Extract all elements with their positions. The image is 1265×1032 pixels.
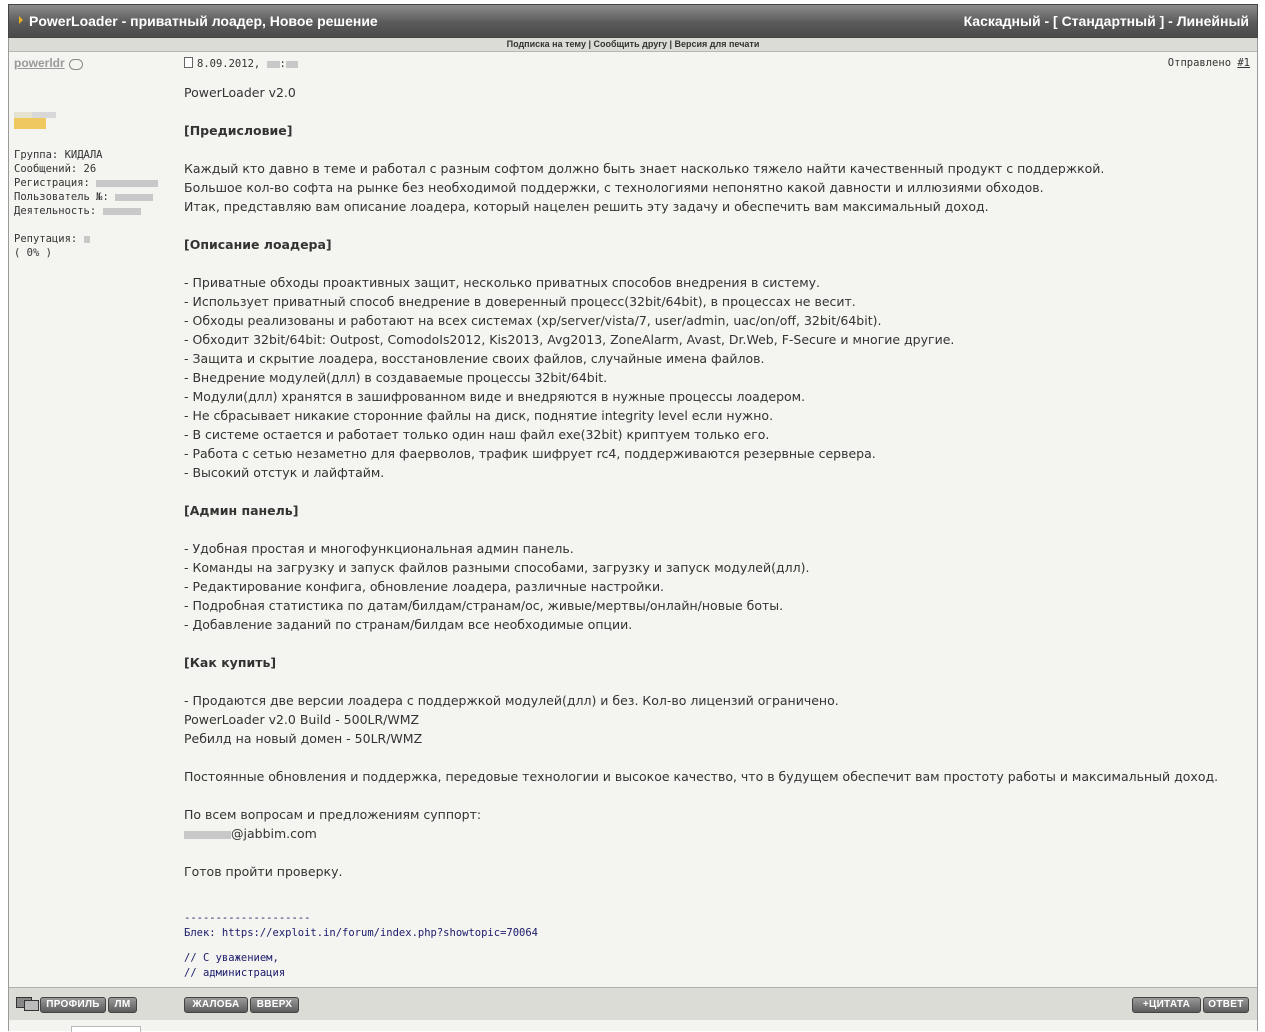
support-contact: [184, 824, 1244, 843]
post-sent: [1168, 57, 1250, 69]
paragraph-gap: [184, 786, 1244, 805]
desc-line: - Использует приватный способ внедрение в доверенный процесс(32bit/64bit), в процессах не весит.: [184, 294, 856, 309]
subscribe-link[interactable]: Подписка на тему: [506, 39, 586, 49]
admin-line: - Удобная простая и многофункциональная админ панель.: [184, 541, 574, 556]
author-registration-label: Регистрация:: [14, 177, 90, 189]
desc-line: - Не сбрасывает никакие сторонние файлы на диск, поднятие integrity level если нужно.: [184, 408, 774, 423]
admin-line: - Команды на загрузку и запуск файлов разными способами, загрузку и запуск модулей(длл).: [184, 560, 810, 575]
outro-line: Постоянные обновления и поддержка, передовые технологии и высокое качество, что в будущем обеспечит вам простоту работы и максимальный доход.: [184, 769, 1219, 784]
check-line: Готов пройти проверку.: [184, 864, 343, 879]
author-group: Группа: КИДАЛА: [14, 149, 103, 161]
paragraph-gap: [184, 843, 1244, 862]
signature-rule: --------------------: [184, 912, 311, 924]
desc-line: - Внедрение модулей(длл) в создаваемые процессы 32bit/64bit.: [184, 370, 608, 385]
author-name-link[interactable]: powerldr: [14, 56, 65, 70]
redacted-mask: [184, 831, 231, 839]
mode-linear-link[interactable]: Линейный: [1176, 13, 1249, 29]
report-button[interactable]: ЖАЛОБА: [184, 997, 248, 1013]
redacted-mask: [286, 61, 298, 68]
admin-line: - Добавление заданий по странам/билдам все необходимые опции.: [184, 617, 633, 632]
author-posts: Сообщений: 26: [14, 163, 97, 175]
print-version-link[interactable]: Версия для печати: [674, 39, 760, 49]
mode-cascade-link[interactable]: Каскадный: [963, 13, 1041, 29]
heading-admin: [Админ панель]: [184, 503, 299, 518]
footer-strip: [9, 1020, 1257, 1031]
author-info: [14, 148, 158, 260]
buy-line: PowerLoader v2.0 Build - 500LR/WMZ: [184, 712, 420, 727]
paragraph-gap: [184, 881, 1244, 911]
topic-options-bar: [9, 38, 1257, 52]
topic-header: [8, 4, 1258, 38]
paragraph-gap: [184, 254, 1244, 273]
buy-line: - Продаются две версии лоадера с поддержкой модулей(длл) и без. Кол-во лицензий ограничено.: [184, 693, 839, 708]
tell-friend-link[interactable]: Сообщить другу: [593, 39, 667, 49]
subbar-separator: |: [666, 39, 675, 49]
preface-line: Большое кол-во софта на рынке без необходимой поддержки, с технологиями непонятно какой давности и иллюзиями обходов.: [184, 180, 1044, 195]
paragraph-gap: [184, 140, 1244, 159]
up-button[interactable]: ВВЕРХ: [250, 997, 299, 1013]
paragraph-gap: [184, 482, 1244, 501]
post-date: 8.09.2012,: [197, 58, 261, 70]
signature: [184, 911, 1244, 981]
document-icon: [184, 57, 193, 68]
desc-line: - Приватные обходы проактивных защит, несколько приватных способов внедрения в систему.: [184, 275, 821, 290]
view-modes: [964, 13, 1249, 29]
author-user-number-label: Пользователь №:: [14, 191, 109, 203]
signature-gap: [184, 941, 1244, 951]
post-number-link[interactable]: #1: [1237, 57, 1250, 69]
support-label: По всем вопросам и предложениям суппорт:: [184, 807, 482, 822]
author-activity: [14, 204, 158, 218]
paragraph-gap: [184, 748, 1244, 767]
mode-separator: -: [1040, 13, 1054, 29]
pm-button[interactable]: ЛМ: [108, 997, 137, 1013]
preface-line: Итак, представляю вам описание лоадера, который нацелен решить эту задачу и обеспечить вам максимальный доход.: [184, 199, 989, 214]
heading-buy: [Как купить]: [184, 655, 277, 670]
heading-preface: [Предисловие]: [184, 123, 293, 138]
redacted-mask: [115, 194, 153, 201]
desc-line: - Защита и скрытие лоадера, восстановление своих файлов, случайные имена файлов.: [184, 351, 765, 366]
preface-line: Каждый кто давно в теме и работал с разным софтом должно быть знает насколько тяжело найти качественный продукт с поддержкой.: [184, 161, 1105, 176]
post-meta: [184, 57, 298, 70]
paragraph-gap: [184, 520, 1244, 539]
author-panel: [14, 56, 174, 259]
monitor-front: [24, 1000, 39, 1011]
post-actions-bar: [9, 987, 1257, 1021]
admin-line: - Подробная статистика по датам/билдам/странам/ос, живые/мертвы/онлайн/новые боты.: [184, 598, 784, 613]
author-reputation: [14, 232, 158, 246]
desc-line: - В системе остается и работает только один наш файл exe(32bit) криптуем только его.: [184, 427, 770, 442]
paragraph-gap: [184, 216, 1244, 235]
signature-regards: // С уважением,: [184, 952, 279, 964]
signature-blog-link[interactable]: Блек: https://exploit.in/forum/index.php?showtopic=70064: [184, 927, 539, 939]
support-domain: @jabbim.com: [231, 826, 317, 841]
signature-admin: // администрация: [184, 967, 286, 979]
redacted-mask: [96, 180, 158, 187]
admin-line: - Редактирование конфига, обновление лоадера, различные настройки.: [184, 579, 665, 594]
desc-line: - Работа с сетью незаметно для фаерволов, трафик шифрует rc4, поддерживаются резервные сервера.: [184, 446, 876, 461]
mode-separator: -: [1164, 13, 1177, 29]
mode-standard-link[interactable]: [ Стандартный ]: [1053, 13, 1165, 29]
redacted-mask: [103, 208, 141, 215]
post-time-sep: :: [279, 58, 286, 70]
avatar-blur-3: [14, 118, 46, 129]
avatar: [14, 112, 58, 134]
footer-tab: [71, 1026, 141, 1032]
post-body: [184, 83, 1244, 981]
author-user-number: [14, 190, 158, 204]
desc-line: - Высокий отстук и лайфтайм.: [184, 465, 385, 480]
redacted-mask: [267, 61, 280, 68]
desc-line: - Обходы реализованы и работают на всех системах (xp/server/vista/7, user/admin, uac/on/off, 32bit/64bit).: [184, 313, 882, 328]
computer-icon: [16, 997, 38, 1011]
topic-title: PowerLoader - приватный лоадер, Новое решение: [29, 13, 378, 29]
reply-button[interactable]: ОТВЕТ: [1203, 997, 1249, 1013]
profile-button[interactable]: ПРОФИЛЬ: [40, 997, 106, 1013]
speech-bubble-icon[interactable]: [69, 59, 83, 70]
paragraph-gap: [184, 102, 1244, 121]
author-registration: [14, 176, 158, 190]
paragraph-gap: [184, 672, 1244, 691]
author-name-row: [14, 56, 174, 70]
post-title-line: PowerLoader v2.0: [184, 85, 296, 100]
author-reputation-label: Репутация:: [14, 233, 78, 245]
subbar-separator: |: [585, 39, 594, 49]
author-reputation-percent: ( 0% ): [14, 247, 52, 259]
paragraph-gap: [184, 634, 1244, 653]
arrow-right-icon: [19, 16, 23, 24]
heading-description: [Описание лоадера]: [184, 237, 332, 252]
quote-button[interactable]: +ЦИТАТА: [1132, 997, 1201, 1013]
desc-line: - Модули(длл) хранятся в зашифрованном виде и внедряются в нужные процессы лоадером.: [184, 389, 806, 404]
redacted-mask: [84, 236, 90, 243]
desc-line: - Обходит 32bit/64bit: Outpost, ComodoIs2012, Kis2013, Avg2013, ZoneAlarm, Avast, Dr.Web, F-Secure и многие другие.: [184, 332, 955, 347]
author-info-gap: [14, 218, 158, 232]
sent-label: Отправлено: [1167, 57, 1232, 69]
buy-line: Ребилд на новый домен - 50LR/WMZ: [184, 731, 423, 746]
author-activity-label: Деятельность:: [14, 205, 97, 217]
